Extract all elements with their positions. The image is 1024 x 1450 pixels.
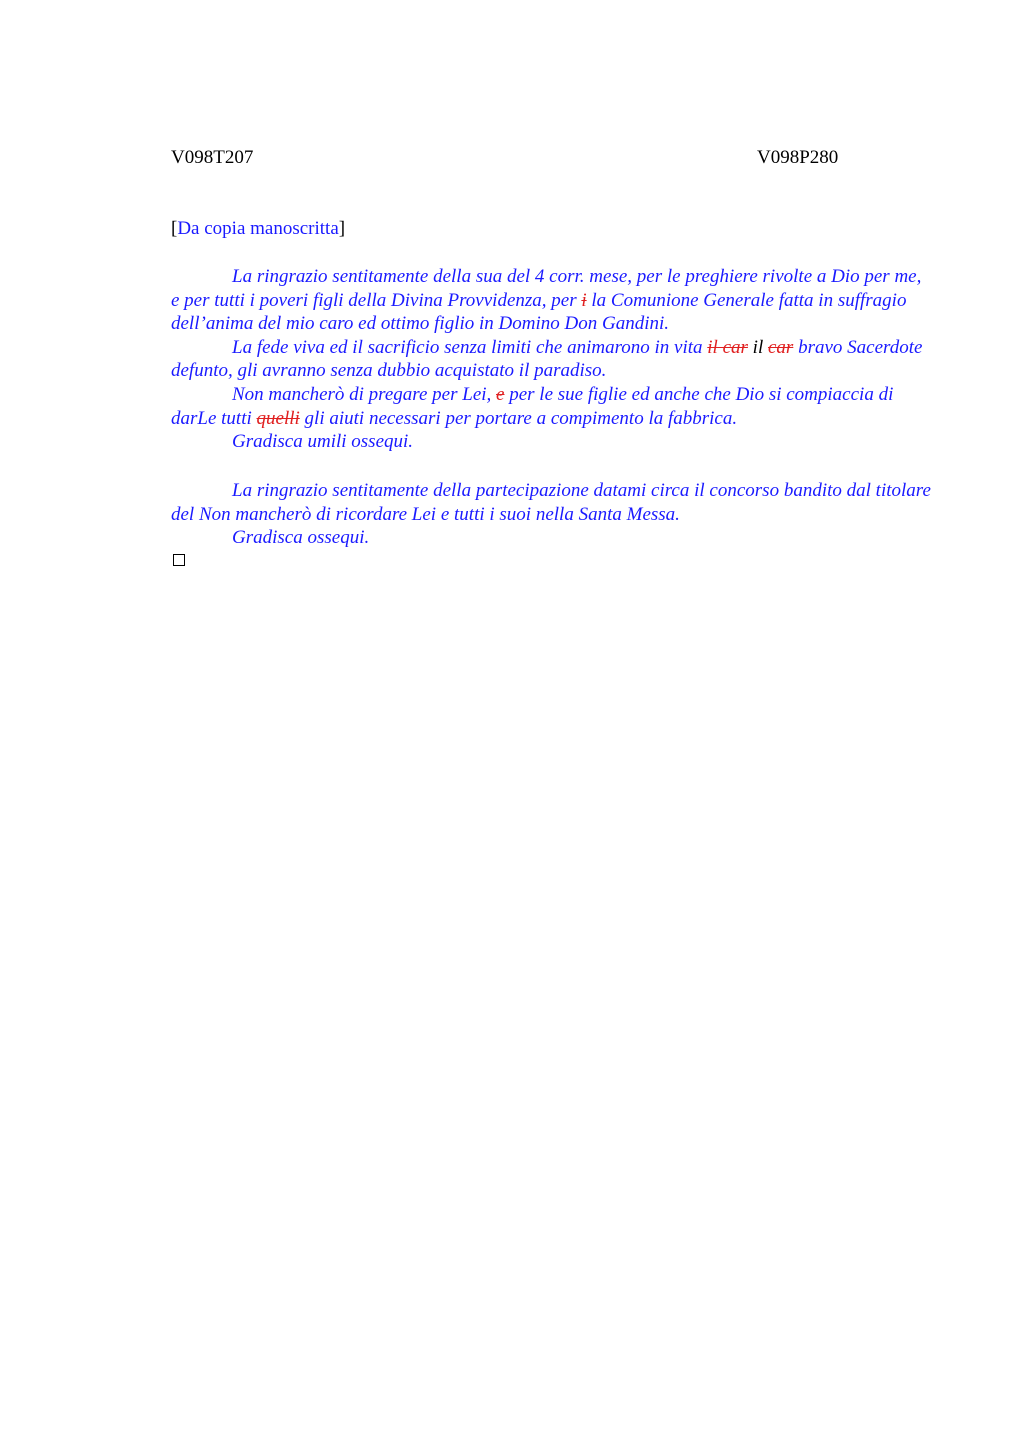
letter-1-closing: Gradisca umili ossequi. — [232, 431, 414, 453]
text-run: La ringrazio sentitamente della sua del 4 corr. mese, per le preghiere rivolte a Dio per me, e per tutti i poveri figli della Divina Provvidenza, per — [171, 266, 922, 311]
deleted-text: il car — [707, 336, 748, 358]
deleted-text: quelli — [256, 407, 300, 429]
source-bracket-close: ] — [338, 218, 346, 239]
letter-2-closing: Gradisca ossequi. — [232, 527, 370, 549]
letter-1-paragraph-1 — [171, 265, 931, 336]
text-run: per le sue figlie ed anche che Dio si compiaccia di darLe tutti — [171, 383, 894, 429]
letter-2 — [171, 479, 931, 550]
deleted-text: car — [767, 336, 794, 358]
checkbox-square-icon — [173, 554, 185, 566]
inserted-text: il — [747, 336, 768, 358]
letter-2-paragraph-1: La ringrazio sentitamente della partecipazione datami circa il concorso bandito dal titolare del Non mancherò di ricordare Lei e tutti i suoi nella Santa Messa. — [171, 480, 931, 525]
text-run: la Comunione Generale fatta in suffragio dell’anima del mio caro ed ottimo figlio in Domino Don Gandini. — [171, 289, 907, 335]
letter-1 — [171, 265, 931, 454]
text-run: La fede viva ed il sacrificio senza limiti che animarono in vita — [232, 336, 708, 358]
document-code-left: V098T207 — [171, 147, 254, 168]
text-run: Non mancherò di pregare per Lei, — [232, 383, 497, 405]
source-note-text: Da copia manoscritta — [177, 218, 339, 239]
text-run: bravo Sacerdote defunto, gli avranno senza dubbio acquistato il paradiso. — [171, 336, 923, 382]
letter-1-paragraph-2 — [171, 336, 931, 383]
source-bracket-open: [ — [171, 218, 178, 239]
deleted-text: i — [581, 289, 587, 311]
source-note — [171, 217, 345, 241]
text-run: gli aiuti necessari per portare a compimento la fabbrica. — [299, 407, 738, 429]
letter-1-paragraph-3 — [171, 383, 931, 430]
deleted-text: e — [496, 383, 505, 405]
document-code-right: V098P280 — [757, 147, 839, 168]
